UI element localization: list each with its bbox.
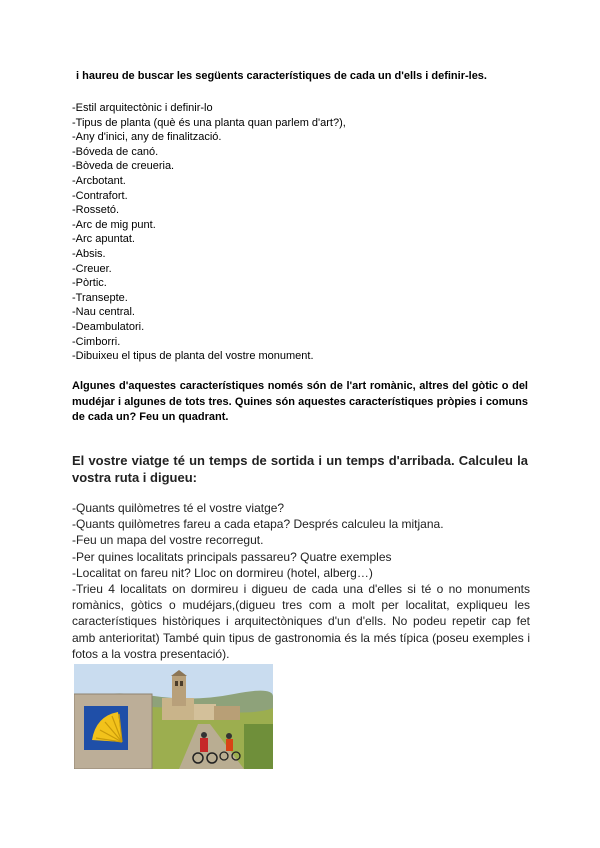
list-item: -Deambulatori.: [72, 320, 145, 333]
features-question-paragraph: Algunes d'aquestes característiques només són de l'art romànic, altres del gòtic o del mudéjar i algunes de tots tres. Quines són aquestes característiques pròpies i comuns de cada un? Feu un quadrant.: [72, 380, 528, 423]
church-tower: [172, 676, 186, 706]
list-item: -Per quines localitats principals passareu? Quatre exemples: [72, 549, 392, 564]
camino-photo: [74, 664, 273, 769]
features-list: [72, 101, 346, 364]
list-item: -Pòrtic.: [72, 277, 107, 290]
list-item: -Arcbotant.: [72, 174, 126, 187]
village-house: [194, 704, 216, 720]
list-item: -Estil arquitectònic i definir-lo: [72, 102, 213, 114]
list-item: -Contrafort.: [72, 189, 128, 202]
list-item: -Cimborri.: [72, 335, 121, 348]
list-item: -Absis.: [72, 247, 106, 260]
questions-list: [72, 500, 530, 662]
list-item: -Creuer.: [72, 262, 112, 275]
vineyard: [244, 724, 273, 769]
list-item: -Bóveda de canó.: [72, 145, 159, 158]
camino-scallop-shell-photo-icon: [74, 664, 273, 769]
list-item: -Tipus de planta (què és una planta quan parlem d'art?),: [72, 116, 346, 129]
section-heading: El vostre viatge té un temps de sortida i un temps d'arribada. Calculeu la vostra ruta i digueu:: [72, 453, 528, 485]
list-item: -Rossetó.: [72, 204, 120, 217]
intro-text: i haureu de buscar les següents característiques de cada un d'ells i definir-les.: [76, 70, 487, 82]
list-item: -Trieu 4 localitats on dormireu i digueu de cada una d'elles si té o no monuments romànics, gòtics o mudéjars,(digueu tres com a molt per localitat, expliqueu les característiques històriques i arquitectòniques d'un d'ells. No podeu repetir cap fet amb anterioritat) També quin tipus de gastronomia és la més típica (poseu exemples i fotos a la vostra presentació).: [72, 582, 530, 661]
list-item: -Localitat on fareu nit? Lloc on dormireu (hotel, alberg…): [72, 565, 373, 580]
list-item: -Quants quilòmetres fareu a cada etapa? Després calculeu la mitjana.: [72, 517, 444, 532]
list-item: -Bòveda de creueria.: [72, 160, 175, 173]
list-item: -Arc de mig punt.: [72, 218, 156, 231]
list-item: -Quants quilòmetres té el vostre viatge?: [72, 501, 285, 515]
list-item: -Transepte.: [72, 291, 128, 304]
list-item: -Any d'inici, any de finalització.: [72, 131, 222, 144]
list-item: -Arc apuntat.: [72, 233, 135, 246]
list-item: -Feu un mapa del vostre recorregut.: [72, 533, 264, 548]
village-house: [214, 706, 240, 720]
list-item: -Dibuixeu el tipus de planta del vostre monument.: [72, 350, 314, 363]
list-item: -Nau central.: [72, 306, 135, 319]
